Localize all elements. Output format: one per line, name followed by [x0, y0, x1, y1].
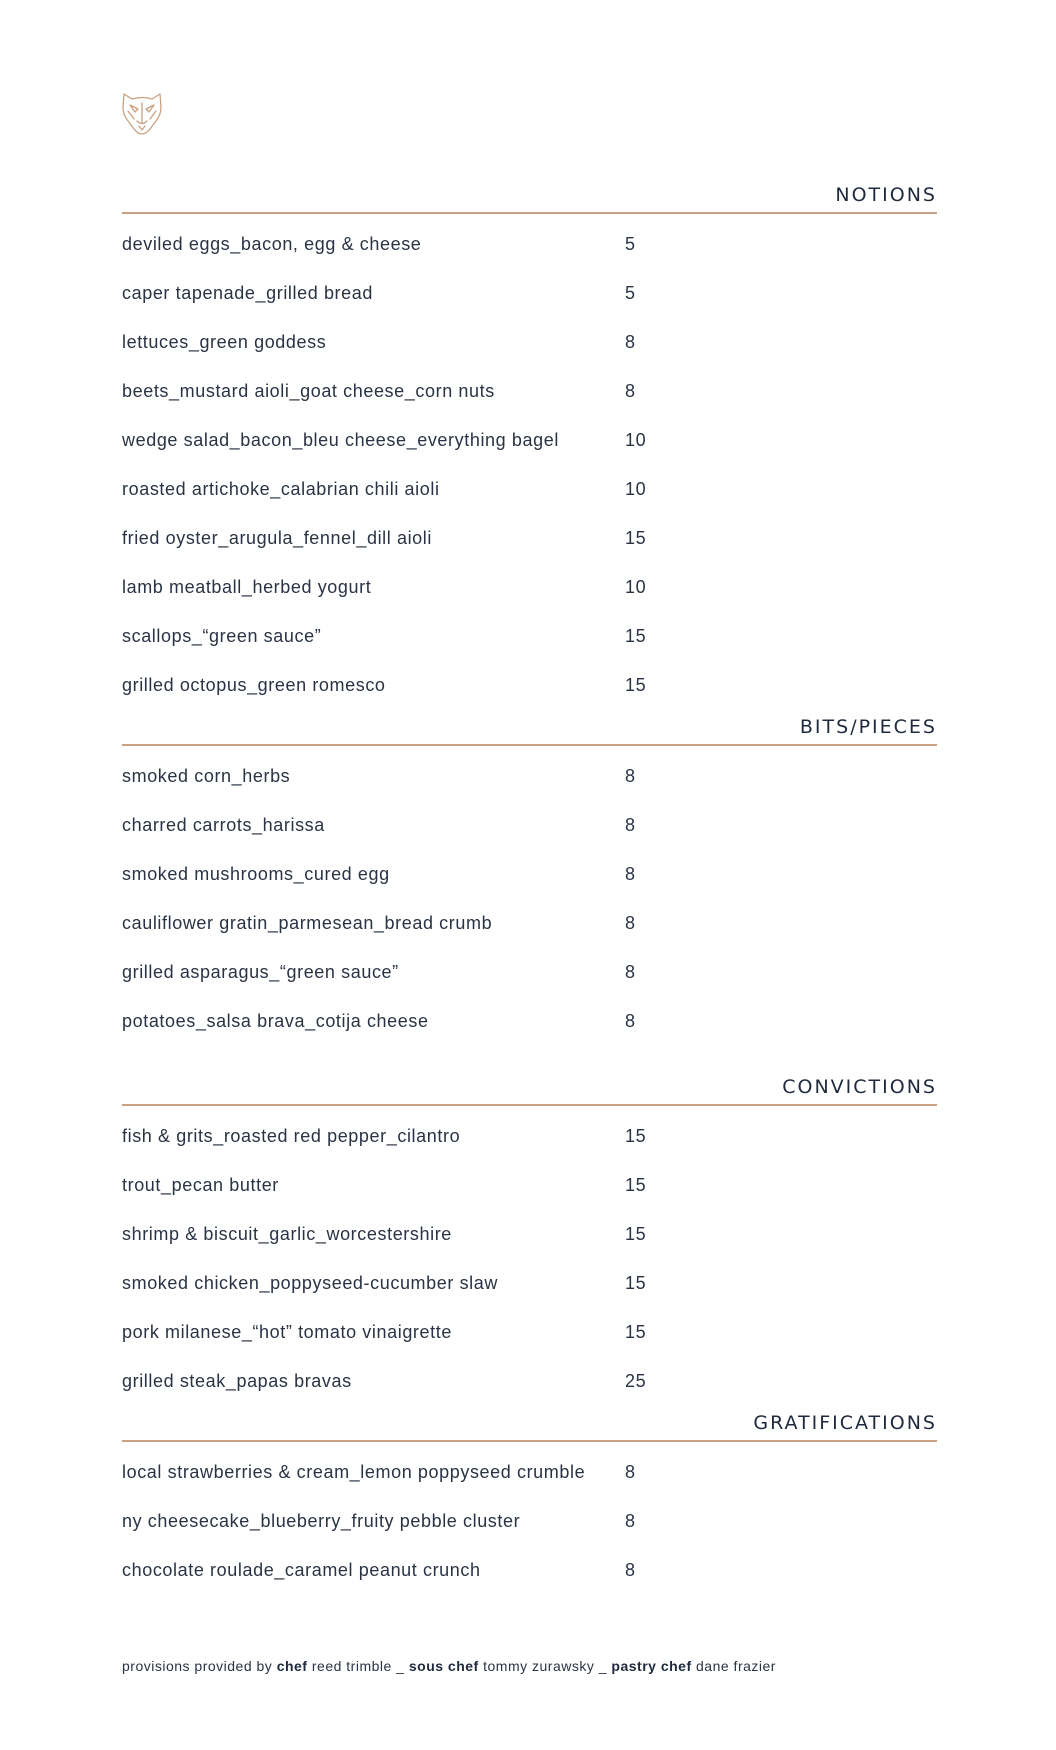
section-divider	[122, 744, 937, 746]
item-name: ny cheesecake_blueberry_fruity pebble cluster	[122, 1511, 521, 1531]
item-name: smoked mushrooms_cured egg	[122, 864, 390, 884]
menu-item	[122, 318, 937, 367]
item-name: smoked corn_herbs	[122, 766, 291, 786]
section-gratifications	[122, 1406, 937, 1595]
item-name: shrimp & biscuit_garlic_worcestershire	[122, 1224, 452, 1244]
item-name: roasted artichoke_calabrian chili aioli	[122, 479, 440, 499]
item-name: grilled asparagus_“green sauce”	[122, 962, 399, 982]
item-name: grilled steak_papas bravas	[122, 1371, 352, 1391]
item-price: 10	[625, 577, 647, 597]
item-price: 15	[625, 675, 647, 695]
item-price: 8	[625, 913, 636, 933]
item-price: 15	[625, 1126, 647, 1146]
menu-item	[122, 1210, 937, 1259]
item-price: 8	[625, 381, 636, 401]
item-price: 15	[625, 1322, 647, 1342]
item-price: 15	[625, 1175, 647, 1195]
menu-item	[122, 612, 937, 661]
menu-item	[122, 661, 937, 710]
menu-item	[122, 1161, 937, 1210]
item-price: 8	[625, 1511, 636, 1531]
menu-item	[122, 997, 937, 1046]
section-heading: BITS/PIECES	[799, 716, 937, 738]
menu-item	[122, 752, 937, 801]
sous-chef-title: sous chef	[408, 1658, 479, 1674]
item-price: 15	[625, 1224, 647, 1244]
item-name: scallops_“green sauce”	[122, 626, 322, 646]
item-name: beets_mustard aioli_goat cheese_corn nuts	[122, 381, 495, 401]
menu-item	[122, 1308, 937, 1357]
item-name: smoked chicken_poppyseed-cucumber slaw	[122, 1273, 498, 1293]
section-heading: NOTIONS	[835, 184, 937, 206]
menu-item	[122, 850, 937, 899]
item-name: deviled eggs_bacon, egg & cheese	[122, 234, 422, 254]
item-price: 15	[625, 1273, 647, 1293]
credits-footer	[122, 1658, 776, 1674]
item-price: 8	[625, 332, 636, 352]
section-convictions	[122, 1070, 937, 1406]
menu-item	[122, 1448, 937, 1497]
item-price: 8	[625, 962, 636, 982]
section-spacer	[122, 1046, 937, 1070]
section-divider	[122, 1440, 937, 1442]
item-price: 5	[625, 234, 636, 254]
menu-item	[122, 1497, 937, 1546]
item-name: fried oyster_arugula_fennel_dill aioli	[122, 528, 432, 548]
item-name: charred carrots_harissa	[122, 815, 325, 835]
item-price: 5	[625, 283, 636, 303]
section-bits-pieces	[122, 710, 937, 1046]
footer-intro: provisions provided by	[122, 1658, 277, 1674]
item-price: 8	[625, 1560, 636, 1580]
menu-item	[122, 801, 937, 850]
pastry-chef-title: pastry chef	[611, 1658, 692, 1674]
menu-item	[122, 514, 937, 563]
menu-item	[122, 1112, 937, 1161]
menu-item	[122, 465, 937, 514]
chef-title: chef	[276, 1658, 308, 1674]
item-price: 8	[625, 815, 636, 835]
sous-chef-name: tommy zurawsky _	[478, 1658, 612, 1674]
menu-item	[122, 220, 937, 269]
item-price: 10	[625, 430, 647, 450]
menu-item	[122, 1546, 937, 1595]
item-price: 15	[625, 626, 647, 646]
menu-item	[122, 948, 937, 997]
menu-item	[122, 416, 937, 465]
item-name: caper tapenade_grilled bread	[122, 283, 373, 303]
section-notions	[122, 178, 937, 710]
item-name: grilled octopus_green romesco	[122, 675, 386, 695]
item-name: lamb meatball_herbed yogurt	[122, 577, 372, 597]
menu-item	[122, 269, 937, 318]
item-price: 8	[625, 864, 636, 884]
item-price: 8	[625, 766, 636, 786]
menu-item	[122, 367, 937, 416]
item-price: 8	[625, 1462, 636, 1482]
pastry-chef-name: dane frazier	[691, 1658, 776, 1674]
item-name: potatoes_salsa brava_cotija cheese	[122, 1011, 429, 1031]
menu-item	[122, 899, 937, 948]
item-name: fish & grits_roasted red pepper_cilantro	[122, 1126, 461, 1146]
item-price: 25	[625, 1371, 647, 1391]
menu-item	[122, 1357, 937, 1406]
section-divider	[122, 212, 937, 214]
chef-name: reed trimble _	[307, 1658, 409, 1674]
item-name: lettuces_green goddess	[122, 332, 327, 352]
menu-item	[122, 563, 937, 612]
item-name: cauliflower gratin_parmesean_bread crumb	[122, 913, 493, 933]
panther-head-icon	[120, 91, 164, 135]
item-price: 8	[625, 1011, 636, 1031]
menu-item	[122, 1259, 937, 1308]
section-heading: GRATIFICATIONS	[753, 1412, 937, 1434]
item-price: 15	[625, 528, 647, 548]
item-name: trout_pecan butter	[122, 1175, 279, 1195]
menu-content	[122, 178, 937, 1595]
item-name: wedge salad_bacon_bleu cheese_everything bagel	[122, 430, 559, 450]
item-name: local strawberries & cream_lemon poppyseed crumble	[122, 1462, 586, 1482]
section-divider	[122, 1104, 937, 1106]
section-heading: CONVICTIONS	[782, 1076, 937, 1098]
item-name: chocolate roulade_caramel peanut crunch	[122, 1560, 481, 1580]
item-name: pork milanese_“hot” tomato vinaigrette	[122, 1322, 452, 1342]
item-price: 10	[625, 479, 647, 499]
